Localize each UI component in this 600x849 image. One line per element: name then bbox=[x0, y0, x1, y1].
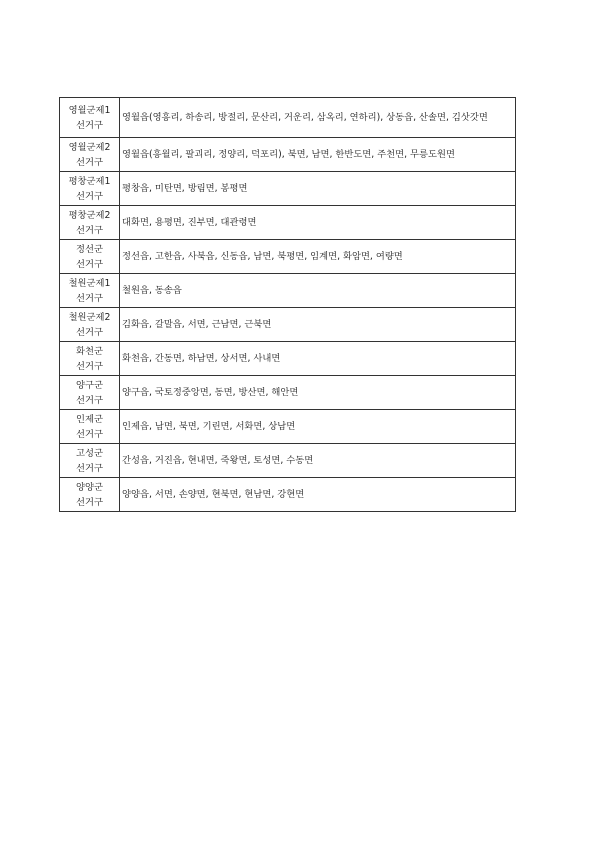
district-name-line: 철원군제1 bbox=[68, 277, 111, 289]
district-name-line: 평창군제2 bbox=[68, 209, 111, 221]
district-areas-cell: 영월읍(흥월리, 팔괴리, 정양리, 덕포리), 북면, 남면, 한반도면, 주천면, 무릉도원면 bbox=[120, 138, 516, 172]
table-row bbox=[60, 138, 516, 172]
table-row bbox=[60, 410, 516, 444]
district-name-line: 영월군제2 bbox=[68, 141, 111, 153]
table-row bbox=[60, 98, 516, 138]
table-row bbox=[60, 342, 516, 376]
table-row bbox=[60, 376, 516, 410]
table-row bbox=[60, 206, 516, 240]
district-areas-cell: 양구읍, 국토정중앙면, 동면, 방산면, 해안면 bbox=[120, 376, 516, 410]
district-name-line: 선거구 bbox=[76, 462, 103, 474]
district-name-line: 인제군 bbox=[76, 413, 103, 425]
district-areas-cell: 김화읍, 갈말읍, 서면, 근남면, 근북면 bbox=[120, 308, 516, 342]
table-row bbox=[60, 308, 516, 342]
district-name-line: 선거구 bbox=[76, 190, 103, 202]
district-areas-cell: 양양읍, 서면, 손양면, 현북면, 현남면, 강현면 bbox=[120, 478, 516, 512]
district-name-line: 선거구 bbox=[76, 258, 103, 270]
district-areas-cell: 평창읍, 미탄면, 방림면, 봉평면 bbox=[120, 172, 516, 206]
district-name-line: 선거구 bbox=[76, 360, 103, 372]
district-areas-cell: 화천읍, 간동면, 하남면, 상서면, 사내면 bbox=[120, 342, 516, 376]
district-name-cell bbox=[60, 444, 120, 478]
district-areas-cell: 대화면, 용평면, 진부면, 대관령면 bbox=[120, 206, 516, 240]
electoral-district-table bbox=[59, 97, 516, 512]
district-name-line: 화천군 bbox=[76, 345, 103, 357]
district-name-cell bbox=[60, 98, 120, 138]
district-name-line: 선거구 bbox=[76, 156, 103, 168]
district-name-cell bbox=[60, 342, 120, 376]
district-areas-cell: 영월읍(영흥리, 하송리, 방절리, 문산리, 거운리, 삼옥리, 연하리), 상동읍, 산솔면, 김삿갓면 bbox=[120, 98, 516, 138]
district-name-line: 고성군 bbox=[76, 447, 103, 459]
district-name-cell bbox=[60, 274, 120, 308]
district-name-cell bbox=[60, 172, 120, 206]
district-name-cell bbox=[60, 138, 120, 172]
district-name-line: 선거구 bbox=[76, 496, 103, 508]
district-name-cell bbox=[60, 308, 120, 342]
table-row bbox=[60, 444, 516, 478]
table-row bbox=[60, 240, 516, 274]
district-name-line: 선거구 bbox=[76, 326, 103, 338]
table-row bbox=[60, 478, 516, 512]
district-name-line: 선거구 bbox=[76, 119, 103, 131]
table-row bbox=[60, 172, 516, 206]
district-name-cell bbox=[60, 410, 120, 444]
district-areas-cell: 정선읍, 고한읍, 사북읍, 신동읍, 남면, 북평면, 임계면, 화암면, 여량면 bbox=[120, 240, 516, 274]
district-name-line: 철원군제2 bbox=[68, 311, 111, 323]
district-name-line: 선거구 bbox=[76, 428, 103, 440]
district-name-cell bbox=[60, 206, 120, 240]
district-areas-cell: 간성읍, 거진읍, 현내면, 죽왕면, 토성면, 수동면 bbox=[120, 444, 516, 478]
district-name-line: 선거구 bbox=[76, 224, 103, 236]
district-name-line: 영월군제1 bbox=[68, 104, 111, 116]
district-name-line: 양양군 bbox=[76, 481, 103, 493]
district-name-line: 양구군 bbox=[76, 379, 103, 391]
district-name-line: 평창군제1 bbox=[68, 175, 111, 187]
district-name-cell bbox=[60, 478, 120, 512]
district-name-cell bbox=[60, 240, 120, 274]
district-name-line: 선거구 bbox=[76, 394, 103, 406]
table-row bbox=[60, 274, 516, 308]
district-name-line: 선거구 bbox=[76, 292, 103, 304]
district-name-cell bbox=[60, 376, 120, 410]
district-name-line: 정선군 bbox=[76, 243, 103, 255]
district-areas-cell: 철원읍, 동송읍 bbox=[120, 274, 516, 308]
district-areas-cell: 인제읍, 남면, 북면, 기린면, 서화면, 상남면 bbox=[120, 410, 516, 444]
